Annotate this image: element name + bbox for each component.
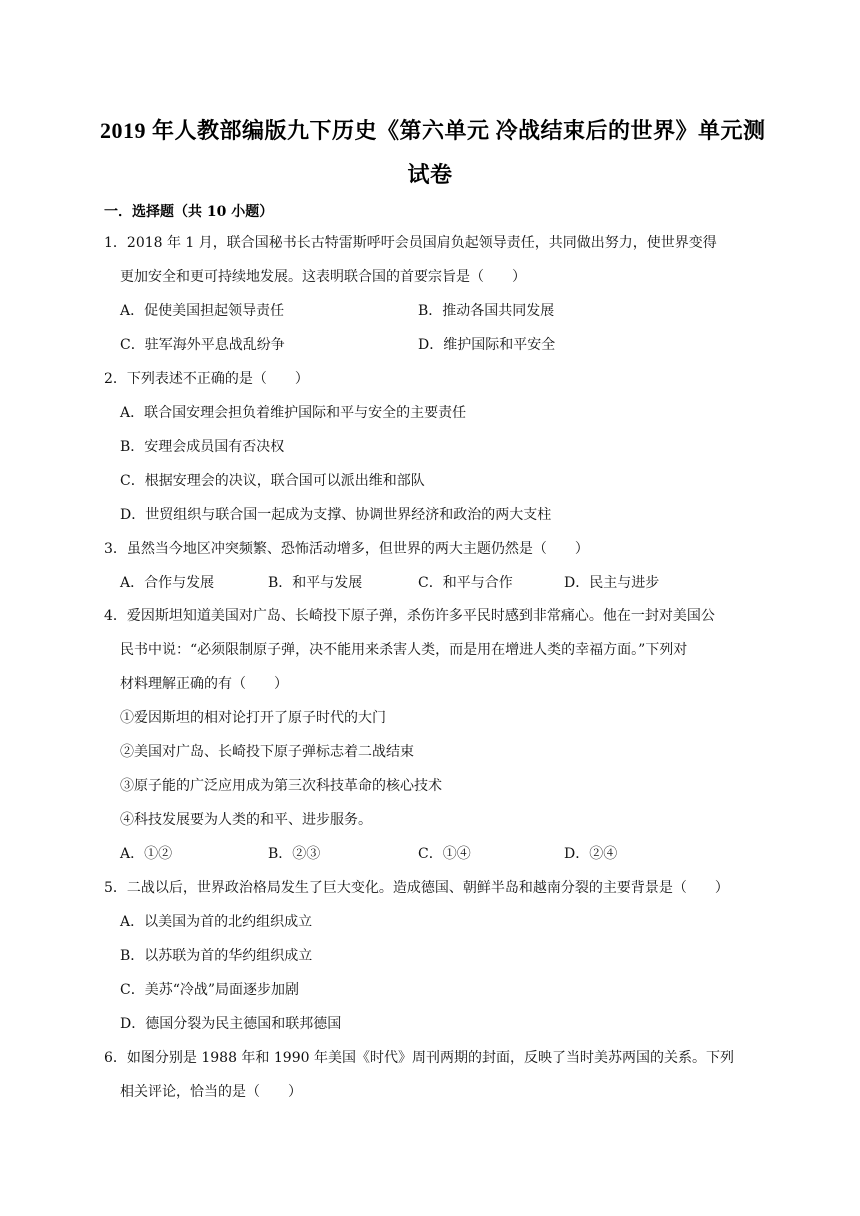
question-5-stem: 5．二战以后，世界政治格局发生了巨大变化。造成德国、朝鲜半岛和越南分裂的主要背景是（ ） (104, 880, 729, 896)
question-4-statement-4: ④科技发展要为人类的和平、进步服务。 (120, 812, 372, 828)
question-3-option-d: D．民主与进步 (564, 575, 660, 591)
document-title-line-1: 2019 年人教部编版九下历史《第六单元 冷战结束后的世界》单元测 (100, 118, 766, 143)
question-2-option-d: D．世贸组织与联合国一起成为支撑、协调世界经济和政治的两大支柱 (120, 507, 552, 523)
question-5-option-a: A．以美国为首的北约组织成立 (120, 914, 313, 930)
question-2-option-b: B．安理会成员国有否决权 (120, 439, 285, 455)
question-3-option-c: C．和平与合作 (418, 575, 513, 591)
question-1-option-a: A．促使美国担起领导责任 (120, 303, 285, 319)
question-4-option-b: B．②③ (268, 846, 321, 862)
question-4-option-c: C．①④ (418, 846, 471, 862)
question-4-stem-line-3: 材料理解正确的有（ ） (120, 676, 288, 692)
document-title-line-2: 试卷 (407, 162, 453, 187)
question-6-stem-line-2: 相关评论，恰当的是（ ） (120, 1084, 302, 1100)
section-heading: 一．选择题（共 10 小题） (104, 204, 274, 220)
question-4-stem-line-1: 4．爱因斯坦知道美国对广岛、长崎投下原子弹，杀伤许多平民时感到非常痛心。他在一封对美国公 (104, 608, 715, 624)
question-3-option-a: A．合作与发展 (120, 575, 215, 591)
question-2-stem: 2．下列表述不正确的是（ ） (104, 371, 309, 387)
question-1-stem-line-1: 1．2018 年 1 月，联合国秘书长古特雷斯呼吁会员国肩负起领导责任，共同做出努力，使世界变得 (104, 235, 717, 251)
question-1-option-c: C．驻军海外平息战乱纷争 (120, 337, 285, 353)
question-1-stem-line-2: 更加安全和更可持续地发展。这表明联合国的首要宗旨是（ ） (120, 269, 526, 285)
question-2-option-c: C．根据安理会的决议，联合国可以派出维和部队 (120, 473, 425, 489)
question-6-stem-line-1: 6．如图分别是 1988 年和 1990 年美国《时代》周刊两期的封面，反映了当时美苏两国的关系。下列 (104, 1050, 734, 1066)
question-4-stem-line-2: 民书中说：“必须限制原子弹，决不能用来杀害人类，而是用在增进人类的幸福方面。”下列对 (120, 642, 688, 658)
question-2-option-a: A．联合国安理会担负着维护国际和平与安全的主要责任 (120, 405, 467, 421)
question-4-option-a: A．①② (120, 846, 173, 862)
question-1-option-d: D．维护国际和平安全 (418, 337, 556, 353)
question-5-option-b: B．以苏联为首的华约组织成立 (120, 948, 313, 964)
question-3-option-b: B．和平与发展 (268, 575, 363, 591)
question-4-statement-1: ①爱因斯坦的相对论打开了原子时代的大门 (120, 710, 386, 726)
question-4-statement-3: ③原子能的广泛应用成为第三次科技革命的核心技术 (120, 778, 442, 794)
question-3-stem: 3．虽然当今地区冲突频繁、恐怖活动增多，但世界的两大主题仍然是（ ） (104, 541, 589, 557)
question-4-statement-2: ②美国对广岛、长崎投下原子弹标志着二战结束 (120, 744, 414, 760)
question-4-option-d: D．②④ (564, 846, 618, 862)
question-5-option-d: D．德国分裂为民主德国和联邦德国 (120, 1016, 342, 1032)
question-1-option-b: B．推动各国共同发展 (418, 303, 555, 319)
question-5-option-c: C．美苏“冷战”局面逐步加剧 (120, 982, 300, 998)
